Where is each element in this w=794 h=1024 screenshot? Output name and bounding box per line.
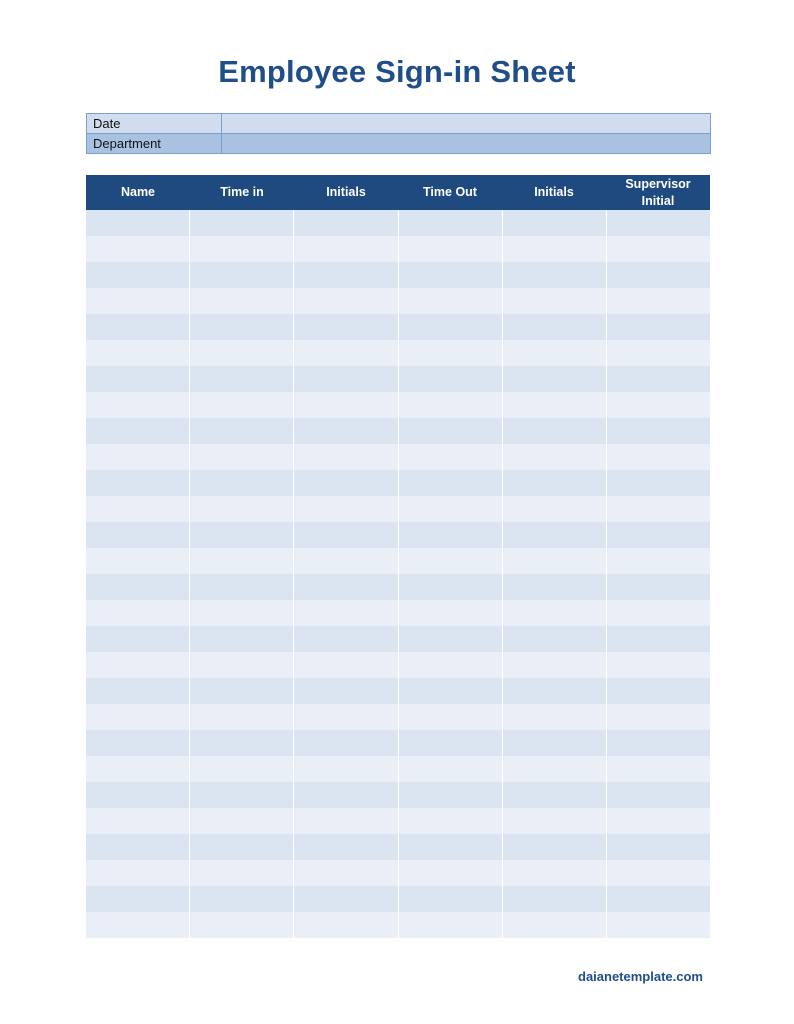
- table-cell[interactable]: [86, 756, 189, 782]
- table-cell[interactable]: [86, 262, 189, 288]
- table-row: [86, 626, 710, 652]
- table-cell[interactable]: [86, 704, 189, 730]
- table-cell[interactable]: [293, 314, 397, 340]
- table-cell[interactable]: [606, 652, 710, 678]
- table-cell[interactable]: [86, 886, 189, 912]
- table-row: [86, 392, 710, 418]
- table-cell[interactable]: [189, 886, 293, 912]
- table-cell[interactable]: [293, 522, 397, 548]
- table-cell[interactable]: [86, 730, 189, 756]
- table-cell[interactable]: [189, 626, 293, 652]
- table-cell[interactable]: [502, 886, 606, 912]
- table-cell[interactable]: [189, 522, 293, 548]
- table-row: [86, 600, 710, 626]
- table-cell[interactable]: [293, 574, 397, 600]
- table-row: [86, 652, 710, 678]
- table-cell[interactable]: [398, 860, 502, 886]
- table-cell[interactable]: [86, 288, 189, 314]
- table-cell[interactable]: [398, 912, 502, 938]
- table-cell[interactable]: [398, 574, 502, 600]
- table-cell[interactable]: [189, 444, 293, 470]
- table-cell[interactable]: [293, 600, 397, 626]
- header-name: Name: [120, 185, 156, 199]
- table-cell[interactable]: [606, 366, 710, 392]
- table-cell[interactable]: [606, 444, 710, 470]
- table-row: [86, 548, 710, 574]
- table-cell[interactable]: [293, 548, 397, 574]
- table-cell[interactable]: [189, 366, 293, 392]
- table-cell[interactable]: [502, 522, 606, 548]
- table-cell[interactable]: [398, 600, 502, 626]
- table-cell[interactable]: [502, 600, 606, 626]
- table-cell[interactable]: [189, 652, 293, 678]
- date-row: [87, 114, 711, 134]
- table-cell[interactable]: [189, 314, 293, 340]
- table-cell[interactable]: [606, 626, 710, 652]
- table-cell[interactable]: [86, 470, 189, 496]
- table-cell[interactable]: [86, 912, 189, 938]
- table-row: [86, 314, 710, 340]
- table-cell[interactable]: [86, 522, 189, 548]
- table-row: [86, 704, 710, 730]
- table-cell[interactable]: [398, 678, 502, 704]
- table-cell[interactable]: [189, 678, 293, 704]
- table-row: [86, 834, 710, 860]
- table-cell[interactable]: [189, 782, 293, 808]
- table-cell[interactable]: [189, 340, 293, 366]
- table-cell[interactable]: [606, 730, 710, 756]
- table-row: [86, 340, 710, 366]
- header-initials-in: Initials: [326, 185, 366, 199]
- table-cell[interactable]: [293, 210, 397, 236]
- table-cell[interactable]: [398, 210, 502, 236]
- header-supervisor-initial: Supervisor Initial: [625, 176, 691, 208]
- table-row: [86, 210, 710, 236]
- table-cell[interactable]: [293, 912, 397, 938]
- info-table: [86, 113, 711, 154]
- table-cell[interactable]: [502, 340, 606, 366]
- table-cell[interactable]: [293, 730, 397, 756]
- table-cell[interactable]: [398, 548, 502, 574]
- table-row: [86, 860, 710, 886]
- table-cell[interactable]: [606, 262, 710, 288]
- date-label: Date: [87, 114, 222, 134]
- table-body: [86, 210, 710, 938]
- table-cell[interactable]: [189, 704, 293, 730]
- table-cell[interactable]: [189, 808, 293, 834]
- table-cell[interactable]: [86, 366, 189, 392]
- table-cell[interactable]: [502, 314, 606, 340]
- table-cell[interactable]: [398, 340, 502, 366]
- table-cell[interactable]: [189, 392, 293, 418]
- table-cell[interactable]: [86, 418, 189, 444]
- table-cell[interactable]: [189, 262, 293, 288]
- table-cell[interactable]: [189, 574, 293, 600]
- table-cell[interactable]: [293, 678, 397, 704]
- table-cell[interactable]: [293, 288, 397, 314]
- table-cell[interactable]: [189, 730, 293, 756]
- table-cell[interactable]: [86, 808, 189, 834]
- table-cell[interactable]: [606, 834, 710, 860]
- table-cell[interactable]: [293, 262, 397, 288]
- table-cell[interactable]: [86, 626, 189, 652]
- table-cell[interactable]: [189, 756, 293, 782]
- table-row: [86, 366, 710, 392]
- table-cell[interactable]: [398, 652, 502, 678]
- table-cell[interactable]: [189, 860, 293, 886]
- table-cell[interactable]: [189, 210, 293, 236]
- date-field[interactable]: [222, 114, 711, 134]
- table-cell[interactable]: [606, 340, 710, 366]
- table-cell[interactable]: [502, 652, 606, 678]
- table-cell[interactable]: [86, 314, 189, 340]
- table-cell[interactable]: [606, 522, 710, 548]
- table-cell[interactable]: [293, 444, 397, 470]
- table-cell[interactable]: [606, 236, 710, 262]
- department-label: Department: [87, 134, 222, 154]
- table-row: [86, 808, 710, 834]
- table-cell[interactable]: [606, 860, 710, 886]
- table-cell[interactable]: [86, 340, 189, 366]
- table-cell[interactable]: [189, 418, 293, 444]
- table-cell[interactable]: [293, 626, 397, 652]
- table-cell[interactable]: [606, 314, 710, 340]
- table-cell[interactable]: [606, 392, 710, 418]
- table-row: [86, 288, 710, 314]
- page-title: Employee Sign-in Sheet: [218, 54, 576, 89]
- table-cell[interactable]: [606, 548, 710, 574]
- table-cell[interactable]: [293, 418, 397, 444]
- table-cell[interactable]: [86, 496, 189, 522]
- table-cell[interactable]: [293, 340, 397, 366]
- table-cell[interactable]: [293, 236, 397, 262]
- table-row: [86, 522, 710, 548]
- table-header: [86, 175, 710, 210]
- table-cell[interactable]: [606, 704, 710, 730]
- table-cell[interactable]: [606, 496, 710, 522]
- table-cell[interactable]: [606, 600, 710, 626]
- table-cell[interactable]: [398, 704, 502, 730]
- table-cell[interactable]: [502, 236, 606, 262]
- table-row: [86, 756, 710, 782]
- table-cell[interactable]: [398, 730, 502, 756]
- table-cell[interactable]: [398, 236, 502, 262]
- table-cell[interactable]: [398, 366, 502, 392]
- table-cell[interactable]: [502, 626, 606, 652]
- table-cell[interactable]: [398, 444, 502, 470]
- table-cell[interactable]: [502, 392, 606, 418]
- table-cell[interactable]: [398, 470, 502, 496]
- table-cell[interactable]: [606, 678, 710, 704]
- table-cell[interactable]: [606, 288, 710, 314]
- table-row: [86, 470, 710, 496]
- table-cell[interactable]: [502, 418, 606, 444]
- table-cell[interactable]: [86, 782, 189, 808]
- table-cell[interactable]: [502, 678, 606, 704]
- table-cell[interactable]: [502, 756, 606, 782]
- table-cell[interactable]: [502, 834, 606, 860]
- table-cell[interactable]: [293, 392, 397, 418]
- table-row: [86, 782, 710, 808]
- table-cell[interactable]: [189, 912, 293, 938]
- table-cell[interactable]: [293, 808, 397, 834]
- table-cell[interactable]: [606, 912, 710, 938]
- table-cell[interactable]: [606, 886, 710, 912]
- table-row: [86, 236, 710, 262]
- table-cell[interactable]: [293, 782, 397, 808]
- header-time-out: Time Out: [423, 185, 477, 199]
- table-cell[interactable]: [398, 522, 502, 548]
- table-cell[interactable]: [606, 470, 710, 496]
- table-cell[interactable]: [502, 730, 606, 756]
- table-cell[interactable]: [86, 574, 189, 600]
- table-cell[interactable]: [86, 652, 189, 678]
- table-cell[interactable]: [398, 808, 502, 834]
- table-cell[interactable]: [398, 288, 502, 314]
- table-cell[interactable]: [606, 210, 710, 236]
- table-cell[interactable]: [86, 678, 189, 704]
- table-cell[interactable]: [86, 392, 189, 418]
- header-initials-out: Initials: [534, 185, 574, 199]
- table-cell[interactable]: [502, 912, 606, 938]
- table-cell[interactable]: [86, 834, 189, 860]
- footer-site: daianetemplate.com: [578, 969, 703, 984]
- table-cell[interactable]: [189, 288, 293, 314]
- table-cell[interactable]: [502, 496, 606, 522]
- table-cell[interactable]: [502, 262, 606, 288]
- table-cell[interactable]: [398, 626, 502, 652]
- table-cell[interactable]: [502, 860, 606, 886]
- table-cell[interactable]: [606, 574, 710, 600]
- table-row: [86, 912, 710, 938]
- table-row: [86, 444, 710, 470]
- table-cell[interactable]: [293, 704, 397, 730]
- table-row: [86, 730, 710, 756]
- table-cell[interactable]: [189, 548, 293, 574]
- table-row: [86, 418, 710, 444]
- table-row: [86, 496, 710, 522]
- table-cell[interactable]: [606, 808, 710, 834]
- table-cell[interactable]: [293, 886, 397, 912]
- table-row: [86, 886, 710, 912]
- table-cell[interactable]: [293, 470, 397, 496]
- table-cell[interactable]: [502, 574, 606, 600]
- sign-in-table: [86, 175, 710, 938]
- table-cell[interactable]: [86, 236, 189, 262]
- table-cell[interactable]: [502, 288, 606, 314]
- table-cell[interactable]: [502, 704, 606, 730]
- table-cell[interactable]: [398, 756, 502, 782]
- table-cell[interactable]: [398, 834, 502, 860]
- department-row: [87, 134, 711, 154]
- table-cell[interactable]: [502, 548, 606, 574]
- table-cell[interactable]: [502, 366, 606, 392]
- table-cell[interactable]: [502, 210, 606, 236]
- table-cell[interactable]: [293, 756, 397, 782]
- table-cell[interactable]: [398, 886, 502, 912]
- table-cell[interactable]: [398, 262, 502, 288]
- department-field[interactable]: [222, 134, 711, 154]
- table-cell[interactable]: [398, 314, 502, 340]
- table-cell[interactable]: [502, 470, 606, 496]
- table-cell[interactable]: [293, 834, 397, 860]
- table-cell[interactable]: [189, 470, 293, 496]
- table-cell[interactable]: [86, 860, 189, 886]
- table-cell[interactable]: [189, 496, 293, 522]
- table-cell[interactable]: [398, 496, 502, 522]
- table-cell[interactable]: [86, 444, 189, 470]
- table-cell[interactable]: [86, 548, 189, 574]
- table-cell[interactable]: [398, 418, 502, 444]
- table-cell[interactable]: [293, 652, 397, 678]
- header-time-in: Time in: [220, 185, 264, 199]
- table-cell[interactable]: [86, 210, 189, 236]
- table-cell[interactable]: [189, 600, 293, 626]
- table-cell[interactable]: [189, 834, 293, 860]
- table-cell[interactable]: [293, 366, 397, 392]
- table-row: [86, 262, 710, 288]
- table-cell[interactable]: [502, 808, 606, 834]
- table-cell[interactable]: [398, 392, 502, 418]
- table-cell[interactable]: [398, 782, 502, 808]
- table-cell[interactable]: [502, 782, 606, 808]
- table-cell[interactable]: [606, 756, 710, 782]
- table-row: [86, 574, 710, 600]
- table-cell[interactable]: [606, 782, 710, 808]
- table-cell[interactable]: [502, 444, 606, 470]
- table-cell[interactable]: [86, 600, 189, 626]
- table-cell[interactable]: [293, 496, 397, 522]
- table-cell[interactable]: [293, 860, 397, 886]
- table-cell[interactable]: [189, 236, 293, 262]
- table-row: [86, 678, 710, 704]
- table-cell[interactable]: [606, 418, 710, 444]
